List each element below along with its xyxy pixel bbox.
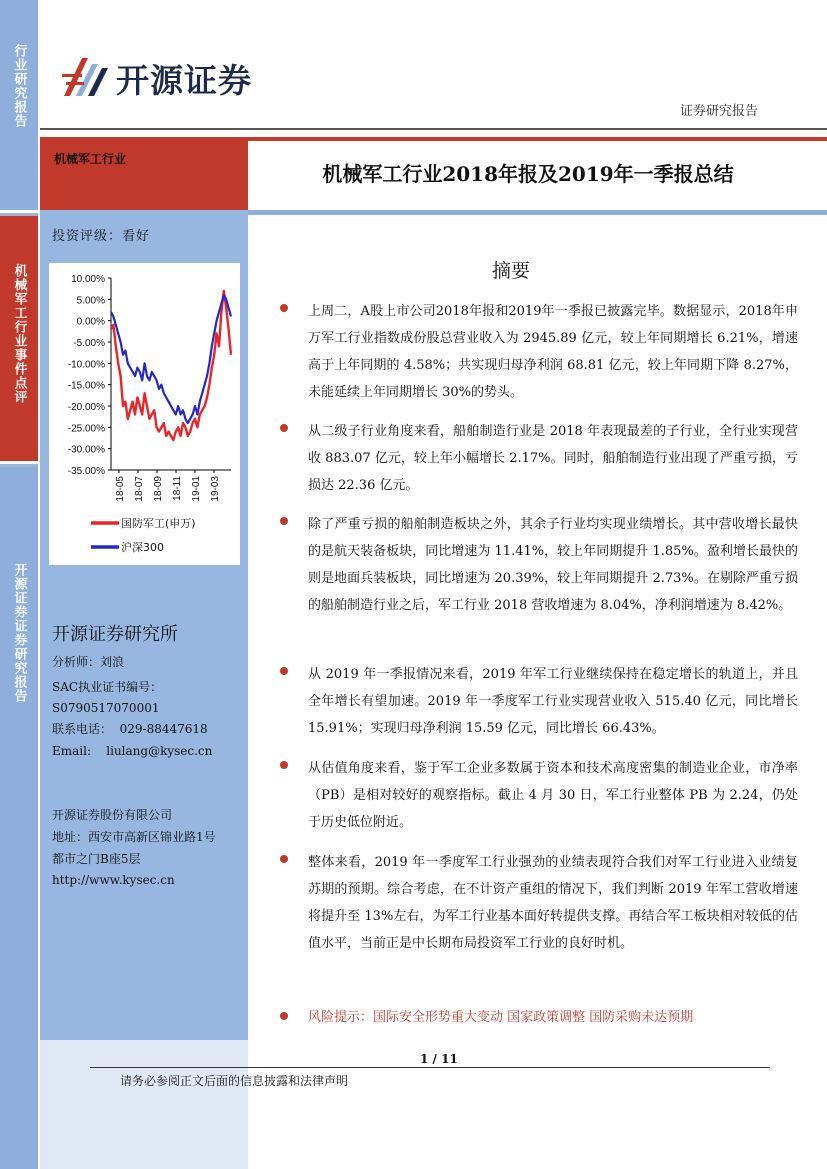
y-tick-label: -20.00% [67,402,105,413]
y-tick-label: -10.00% [67,359,105,371]
bullet-text: 从 2019 年一季报情况来看，2019 年军工行业继续保持在稳定增长的轨道上，并且全年增长有望加速。2019 年一季度军工行业实现营业收入 515.40 亿元，同比增长 15.91%；实现归母净利润 15.59 亿元，同比增长 66.43%。 [308,667,798,736]
bullet-dot-icon [280,761,288,769]
address-line-2: 都市之门B座5层 [52,852,141,866]
abstract-title: 摘要 [492,260,531,282]
legend-label: 国防军工(申万) [121,517,196,530]
report-type: 证券研究报告 [680,104,759,119]
institute-name: 开源证券研究所 [52,624,178,645]
y-tick-label: 10.00% [71,274,105,285]
analyst: 分析师：刘浪 [52,655,125,669]
page-number: 1 / 11 [420,1052,458,1066]
sac-number: S0790517070001 [52,701,160,715]
x-tick-label: 19-03 [210,476,221,502]
strip-label-report: 行业研究报告 [0,0,38,210]
bullet-dot-icon [280,304,288,312]
disclaimer: 请务必参阅正文后面的信息披露和法律声明 [120,1074,349,1088]
bullet-text: 从估值角度来看，鉴于军工企业多数属于资本和技术高度密集的制造业企业，市净率（PB）是相对较好的观察指标。截止 4 月 30 日，军工行业整体 PB 为 2.24，仍处于历史低位附近。 [308,761,798,830]
page-title: 机械军工行业2018年报及2019年一季报总结 [322,162,734,186]
bullet-text: 上周二，A股上市公司2018年报和2019年一季报已披露完毕。数据显示，2018年申万军工行业指数成份股总营业收入为 2945.89 亿元，较上年同期增长 6.21%，增速高于上年同期的 4.58%；共实现归母净利润 68.81 亿元，较上年同期下降 8.27%，未能延续上年同期增长 30%的势头。 [308,304,798,400]
y-tick-label: 0.00% [76,316,105,328]
phone: 联系电话： 029-88447618 [52,722,208,736]
address-line-1: 地址：西安市高新区锦业路1号 [52,830,216,844]
y-tick-label: -25.00% [67,423,105,435]
bullet-dot-icon [280,1012,288,1020]
bullet-dot-icon [280,517,288,525]
x-tick-label: 18-07 [134,476,145,502]
strip-divider [0,210,38,213]
bullet-text: 除了严重亏损的船舶制造板块之外，其余子行业均实现业绩增长。其中营收增长最快的是航天装备板块，同比增速为 11.41%，较上年同期提升 1.85%。盈利增长最快的则是地面兵装板块，同比增速为 20.39%，较上年同期提升 2.73%。在剔除严重亏损的船舶制造行业之后，军工行业 2018 营收增速为 8.04%，净利润增速为 8.42%。 [308,517,798,613]
email[interactable]: Email: liulang@kysec.cn [52,744,213,758]
header-rule [40,128,827,130]
y-tick-label: -30.00% [67,444,105,456]
legend-label: 沪深300 [121,541,164,554]
title-top-rule [248,137,827,141]
y-tick-label: -5.00% [73,338,105,349]
y-tick-label: -35.00% [67,466,105,477]
bullet-dot-icon [280,667,288,675]
bullet-dot-icon [280,424,288,432]
left-strip [0,0,38,1169]
bullet-dot-icon [280,855,288,863]
industry-label: 机械军工行业 [54,152,127,166]
side-panel-bottom [40,1040,248,1169]
strip-divider [0,461,38,464]
strip-label-event: 机械军工行业事件点评 [0,216,38,461]
x-tick-label: 18-11 [172,476,183,501]
y-tick-label: -15.00% [67,380,105,392]
sac-label: SAC执业证书编号： [52,680,163,694]
company-name: 开源证券股份有限公司 [52,808,173,822]
x-tick-label: 18-09 [153,476,164,502]
brand-name: 开源证券 [116,61,252,100]
website-link[interactable]: http://www.kysec.cn [52,873,175,887]
investment-rating: 投资评级：看好 [52,229,151,244]
strip-label-securities: 开源证券证券研究报告 [0,467,38,1169]
x-tick-label: 18-05 [115,476,126,502]
y-tick-label: 5.00% [76,295,105,307]
title-bottom-rule [248,210,827,215]
industry-box [40,137,248,210]
bullet-text: 整体来看，2019 年一季度军工行业强劲的业绩表现符合我们对军工行业进入业绩复苏期的预期。综合考虑，在不计资产重组的情况下，我们判断 2019 年军工营收增速将提升至 13%左右，为军工行业基本面好转提供支撑。再结合军工板块相对较低的估值水平，当前正是中长期布局投资军工行业的良好时机。 [308,855,798,951]
bullet-text: 从二级子行业角度来看，船舶制造行业是 2018 年表现最差的子行业，全行业实现营收 883.07 亿元，较上年小幅增长 2.17%。同时，船舶制造行业出现了严重亏损，亏损达 22.36 亿元。 [308,424,798,493]
footer-rule [90,1067,770,1068]
logo-icon [62,52,110,98]
line-chart [49,263,240,565]
risk-warning: 风险提示：国际安全形势重大变动 国家政策调整 国防采购未达预期 [308,1010,694,1025]
chart-container [49,263,240,565]
x-tick-label: 19-01 [191,476,202,502]
